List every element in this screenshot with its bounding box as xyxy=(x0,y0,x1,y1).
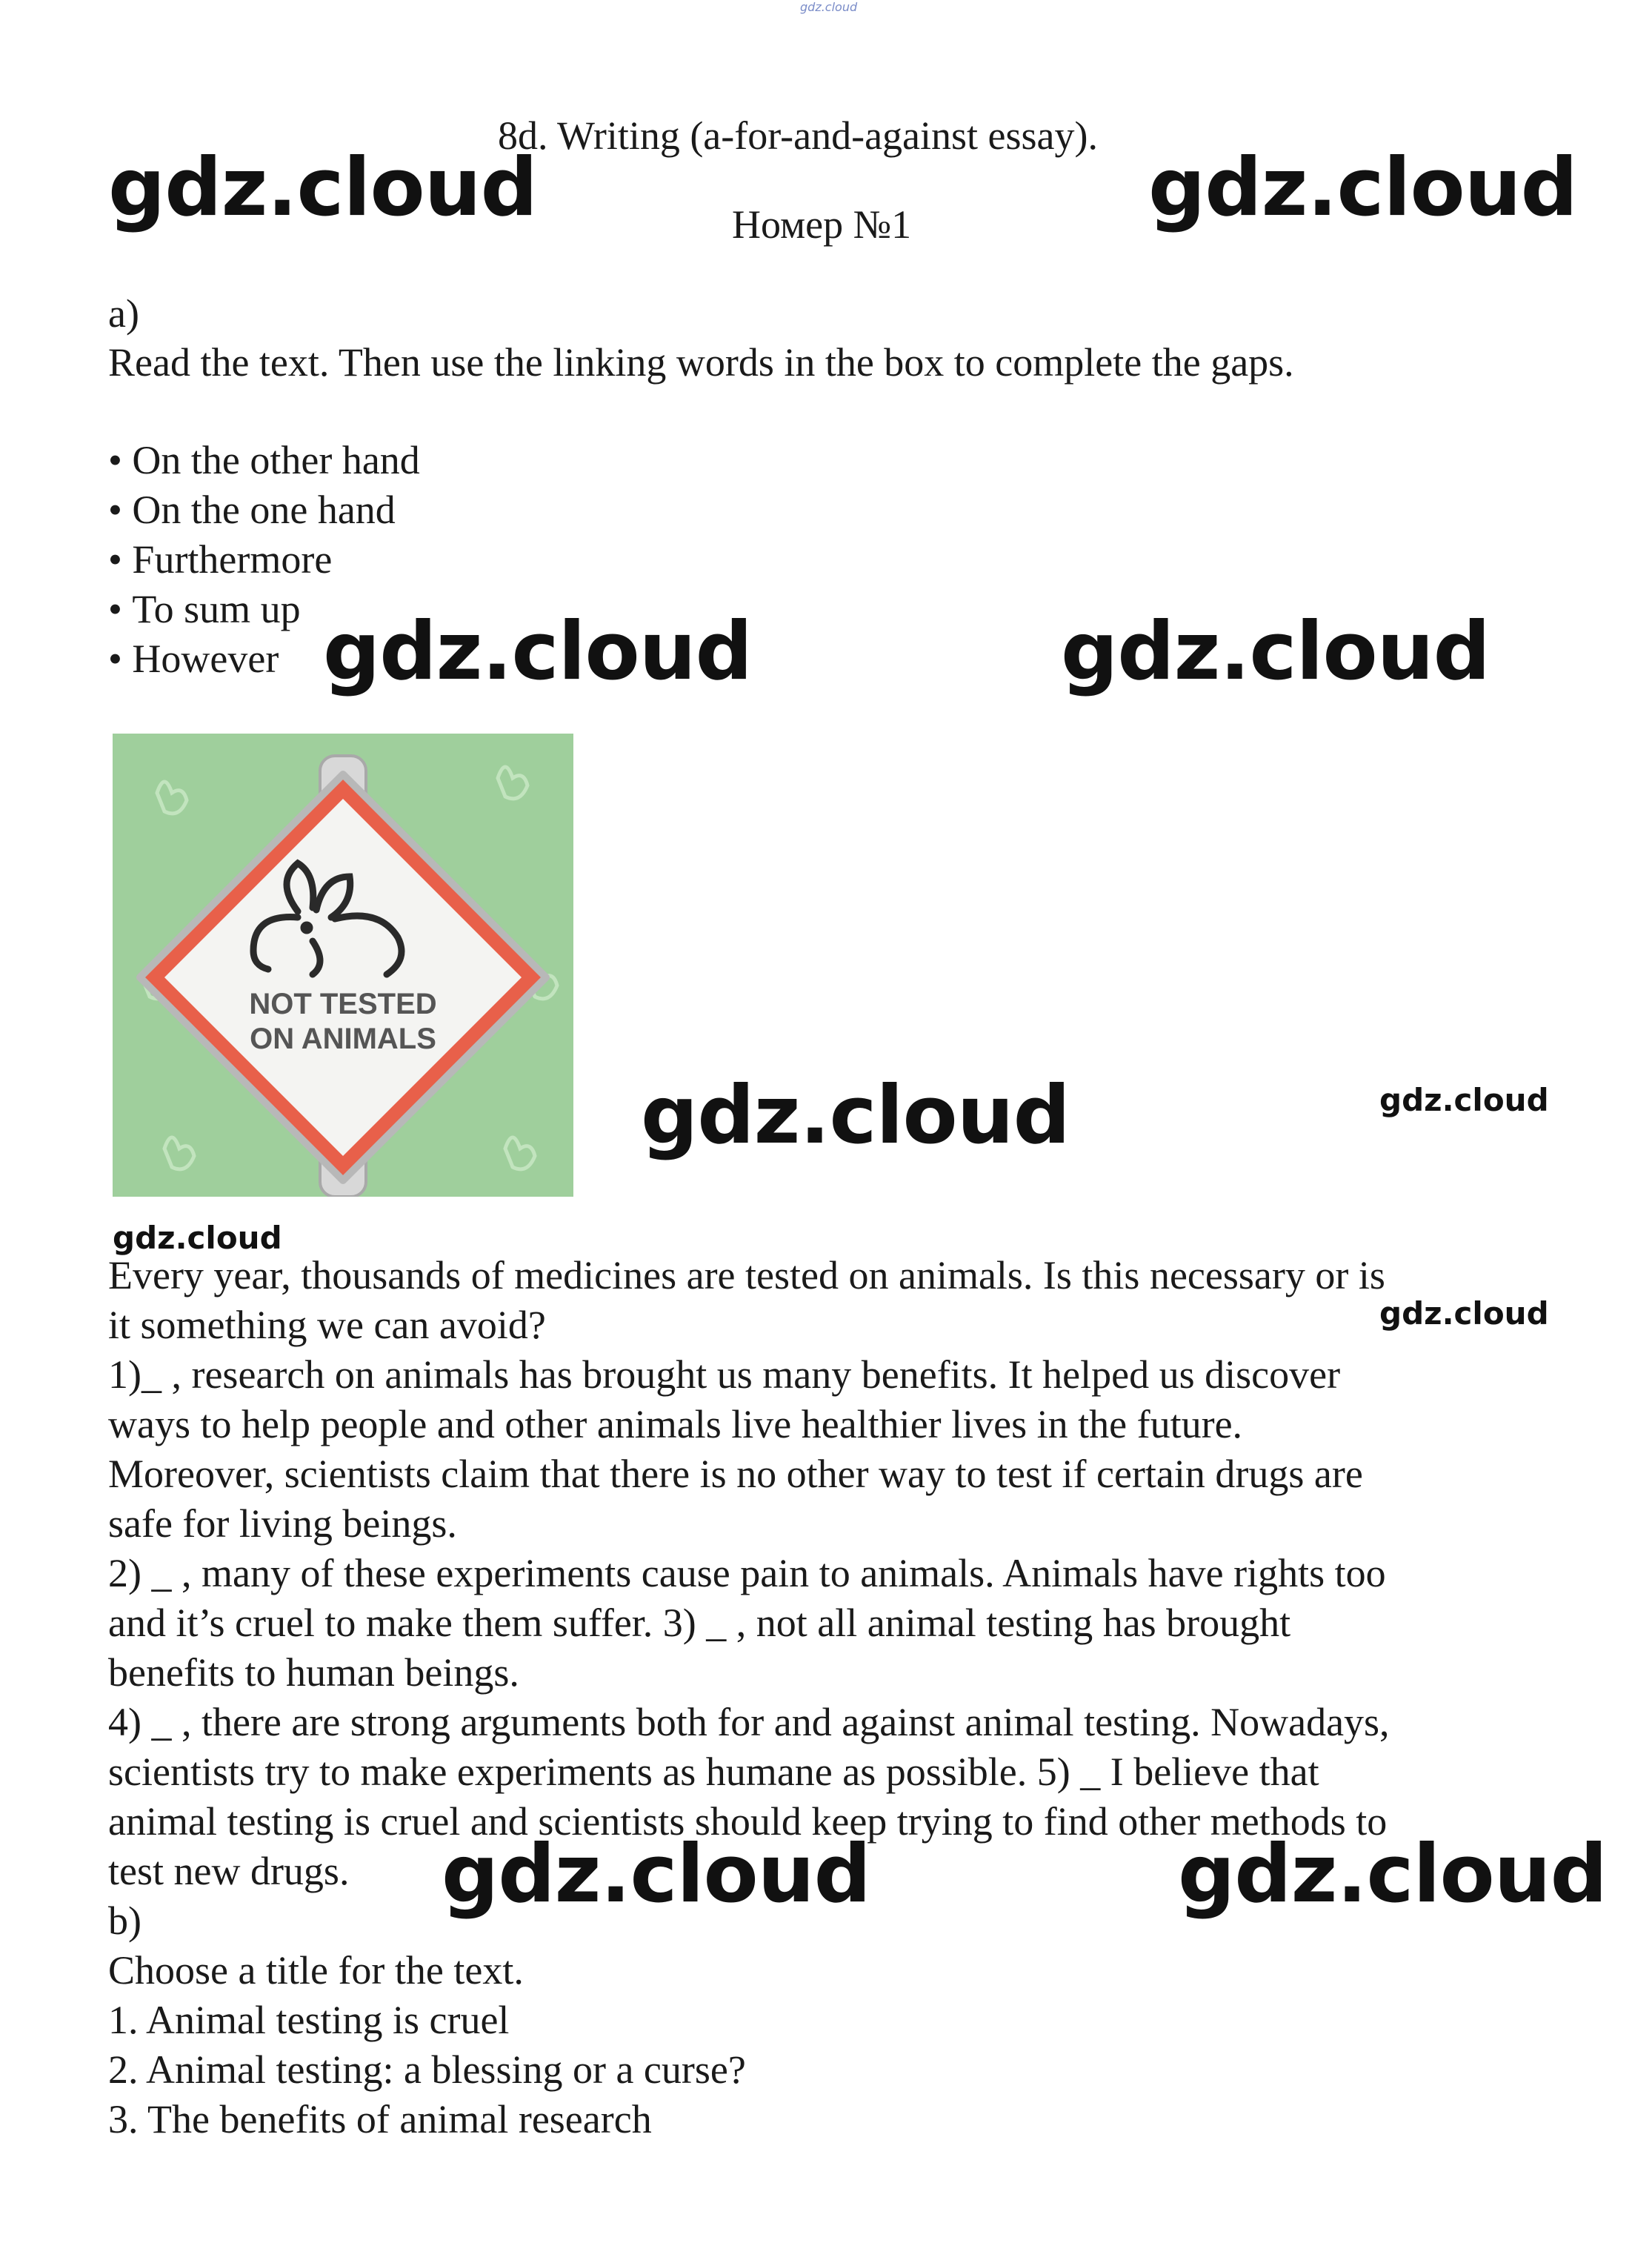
linking-word: • However xyxy=(108,634,420,684)
essay-line: safe for living beings. xyxy=(108,1501,457,1546)
essay-text xyxy=(108,1251,1390,1896)
watermark-small: gdz.cloud xyxy=(1379,1082,1549,1118)
essay-line: it something we can avoid? xyxy=(108,1303,546,1347)
essay-line: 2) _ , many of these experiments cause pain to animals. Animals have rights too xyxy=(108,1551,1386,1595)
watermark: gdz.cloud xyxy=(442,1828,870,1921)
page-title: 8d. Writing (a-for-and-against essay). xyxy=(498,113,1098,158)
essay-line: Moreover, scientists claim that there is no other way to test if certain drugs are xyxy=(108,1452,1363,1496)
essay-line: Every year, thousands of medicines are tested on animals. Is this necessary or is xyxy=(108,1253,1385,1297)
essay-line: 4) _ , there are strong arguments both for and against animal testing. Nowadays, xyxy=(108,1700,1390,1744)
watermark: gdz.cloud xyxy=(641,1069,1070,1162)
title-option: 1. Animal testing is cruel xyxy=(108,1998,510,2042)
watermark: gdz.cloud xyxy=(1178,1828,1607,1921)
essay-line: test new drugs. xyxy=(108,1849,350,1893)
linking-word: • On the other hand xyxy=(108,436,420,485)
watermark-small: gdz.cloud xyxy=(113,1220,282,1256)
watermark-small: gdz.cloud xyxy=(1379,1295,1549,1332)
top-watermark: gdz.cloud xyxy=(800,0,858,14)
exercise-number: Номер №1 xyxy=(732,202,912,247)
title-option: 3. The benefits of animal research xyxy=(108,2097,652,2141)
sign-text-line-2: ON ANIMALS xyxy=(250,1023,436,1055)
part-b-label: b) xyxy=(108,1898,141,1943)
title-option: 2. Animal testing: a blessing or a curse? xyxy=(108,2047,746,2092)
essay-line: benefits to human beings. xyxy=(108,1650,519,1695)
watermark: gdz.cloud xyxy=(1061,605,1490,698)
linking-word: • Furthermore xyxy=(108,535,420,585)
essay-line: animal testing is cruel and scientists should keep trying to find other methods to xyxy=(108,1799,1388,1844)
part-a-instruction: Read the text. Then use the linking words in the box to complete the gaps. xyxy=(108,340,1294,385)
part-a-label: a) xyxy=(108,291,139,336)
linking-word: • On the one hand xyxy=(108,485,420,535)
linking-word: • To sum up xyxy=(108,585,420,634)
watermark: gdz.cloud xyxy=(108,142,537,234)
essay-line: and it’s cruel to make them suffer. 3) _ , not all animal testing has brought xyxy=(108,1601,1291,1645)
essay-line: scientists try to make experiments as humane as possible. 5) _ I believe that xyxy=(108,1749,1319,1794)
essay-line: 1)_ , research on animals has brought us many benefits. It helped us discover xyxy=(108,1352,1341,1397)
not-tested-on-animals-image xyxy=(113,734,573,1197)
part-b xyxy=(108,1896,746,2144)
part-b-instruction: Choose a title for the text. xyxy=(108,1948,524,1993)
essay-line: ways to help people and other animals live healthier lives in the future. xyxy=(108,1402,1243,1446)
watermark: gdz.cloud xyxy=(1148,142,1577,234)
sign-text-line-1: NOT TESTED xyxy=(249,988,437,1020)
watermark: gdz.cloud xyxy=(323,605,752,698)
